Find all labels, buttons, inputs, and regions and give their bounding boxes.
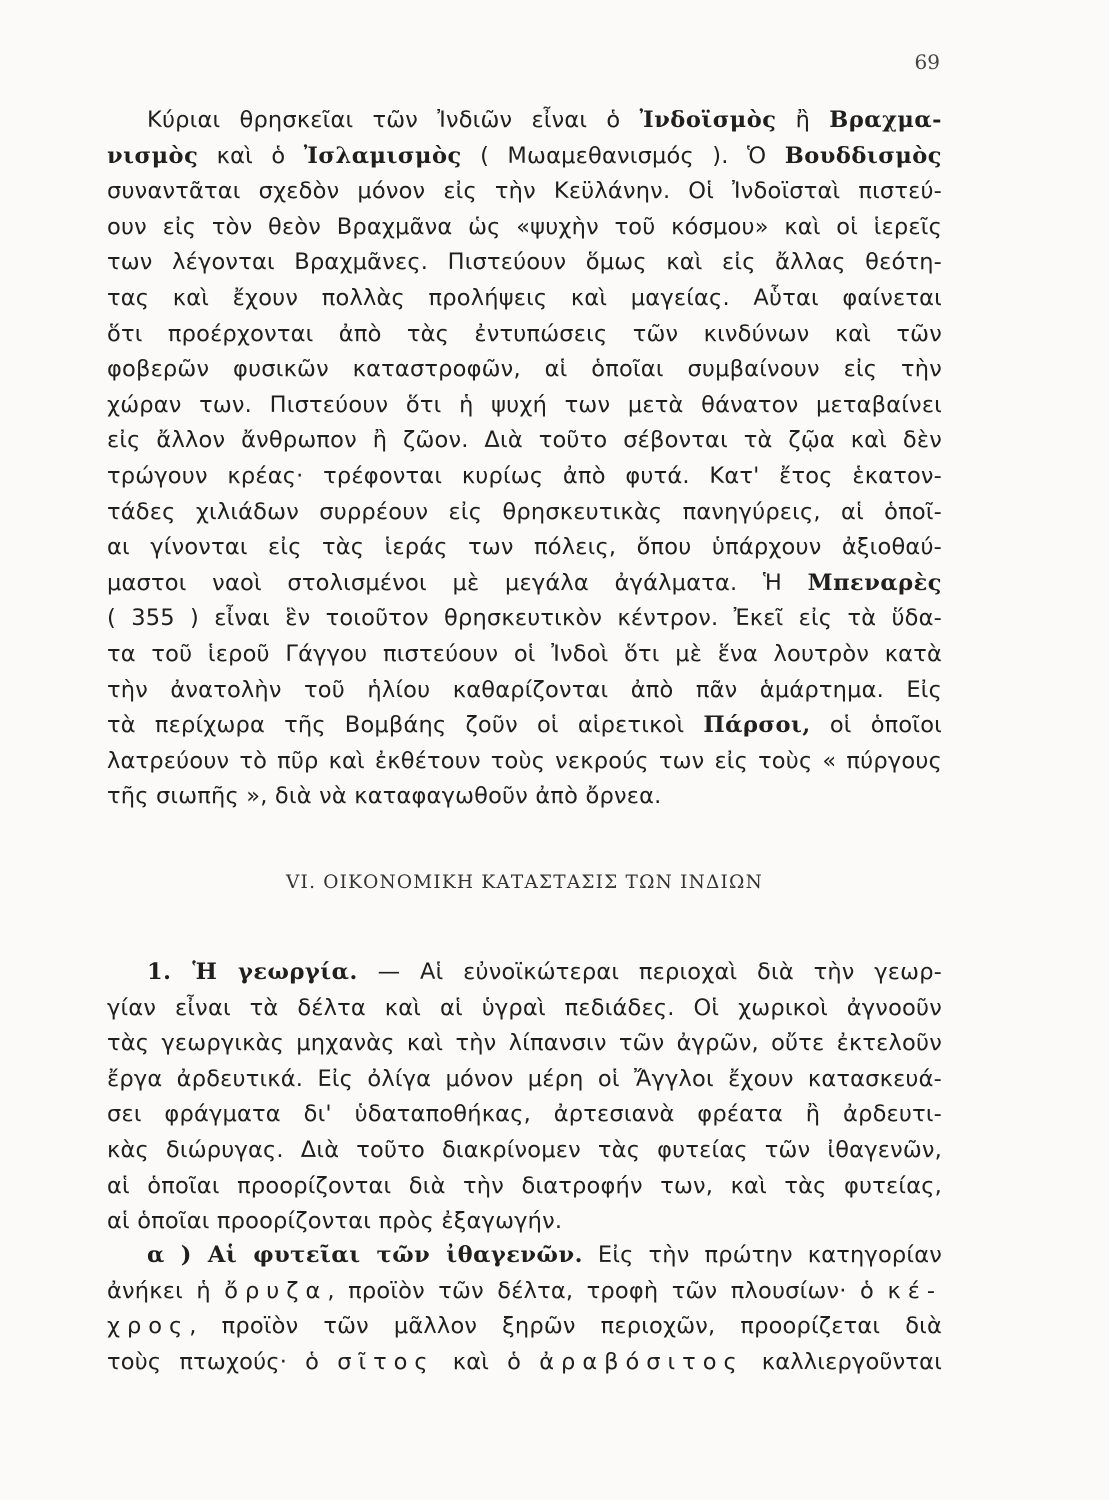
term-buddhism: Βουδδισμὸς (784, 142, 942, 169)
term-maize: ἀραβόσιτος (539, 1348, 744, 1375)
term-benares: Μπεναρὲς (807, 569, 942, 596)
text-line: α ) Αἱ φυτεῖαι τῶν ἰθαγενῶν. Εἰς τὴν πρώτην κατηγορίαν (147, 1242, 942, 1268)
text-line: ἀνήκει ἡ ὄρυζα, προϊὸν τῶν δέλτα, τροφὴ τῶν πλουσίων· ὁ κέ- (107, 1277, 942, 1304)
text-line: εἰς ἄλλον ἄνθρωπον ἢ ζῶον. Διὰ τοῦτο σέβονται τὰ ζῷα καὶ δὲν (107, 427, 942, 454)
text-line: τρώγουν κρέας· τρέφονται κυρίως ἀπὸ φυτά. Κατ' ἔτος ἑκατον- (107, 462, 942, 489)
text-line: τὰς γεωργικὰς μηχανὰς καὶ τὴν λίπανσιν τῶν ἀγρῶν, οὔτε ἐκτελοῦν (107, 1030, 942, 1057)
text-line: τα τοῦ ἱεροῦ Γάγγου πιστεύουν οἱ Ἰνδοὶ ὅτι μὲ ἕνα λουτρὸν κατὰ (107, 640, 942, 667)
text-line: αι γίνονται εἰς τὰς ἱεράς των πόλεις, ὅπου ὑπάρχουν ἀξιοθαύ- (107, 534, 942, 561)
paragraph-agriculture (107, 955, 942, 1240)
text-line: σει φράγματα δι' ὑδαταποθήκας, ἀρτεσιανὰ φρέατα ἢ ἀρδευτι- (107, 1101, 942, 1128)
text-line: 1. Ἡ γεωργία. — Αἱ εὐνοϊκώτεραι περιοχαὶ διὰ τὴν γεωρ- (147, 959, 942, 985)
text-line: χρος, προϊὸν τῶν μᾶλλον ξηρῶν περιοχῶν, προορίζεται διὰ (107, 1313, 942, 1340)
text-line: φοβερῶν φυσικῶν καταστροφῶν, αἱ ὁποῖαι συμβαίνουν εἰς τὴν (107, 356, 942, 383)
text-line: τάδες χιλιάδων συρρέουν εἰς θρησκευτικὰς πανηγύρεις, αἱ ὁποῖ- (107, 498, 942, 525)
text-line: Κύριαι θρησκεῖαι τῶν Ἰνδιῶν εἶναι ὁ Ἰνδοϊσμὸς ἢ Βραχμα- (147, 107, 942, 133)
text-line: αἱ ὁποῖαι προορίζονται πρὸς ἐξαγωγήν. (107, 1208, 563, 1235)
text-line: γίαν εἶναι τὰ δέλτα καὶ αἱ ὑγραὶ πεδιάδες. Οἱ χωρικοὶ ἀγνοοῦν (107, 994, 942, 1021)
text-line: ὅτι προέρχονται ἀπὸ τὰς ἐντυπώσεις τῶν κινδύνων καὶ τῶν (107, 320, 942, 347)
term-millet-end: χρος (107, 1313, 190, 1340)
text-line: μαστοι ναοὶ στολισμένοι μὲ μεγάλα ἀγάλματα. Ἡ Μπεναρὲς (107, 569, 942, 596)
term-wheat: σῖτος (337, 1348, 435, 1375)
text-line: αἱ ὁποῖαι προορίζονται διὰ τὴν διατροφήν των, καὶ τὰς φυτείας, (107, 1172, 942, 1199)
text-line: νισμὸς καὶ ὁ Ἰσλαμισμὸς ( Μωαμεθανισμός ). Ὁ Βουδδισμὸς (107, 142, 942, 169)
term-millet-part: κέ- (887, 1277, 942, 1304)
text-line: τῆς σιωπῆς », διὰ νὰ καταφαγωθοῦν ἀπὸ ὄρνεα. (107, 783, 662, 810)
text-line: ουν εἰς τὸν θεὸν Βραχμᾶνα ὡς «ψυχὴν τοῦ κόσμου» καὶ οἱ ἱερεῖς (107, 213, 942, 240)
term-islam: Ἰσλαμισμὸς (303, 142, 462, 169)
text-line: χώραν των. Πιστεύουν ὅτι ἡ ψυχή των μετὰ θάνατον μεταβαίνει (107, 391, 942, 418)
term-parsees: Πάρσοι, (703, 712, 811, 739)
text-line: τὰ περίχωρα τῆς Βομβάης ζοῦν οἱ αἱρετικοὶ Πάρσοι, οἱ ὁποῖοι (107, 712, 942, 739)
term-brahmanism: Βραχμα- (829, 107, 942, 133)
text-line: συναντᾶται σχεδὸν μόνον εἰς τὴν Κεϋλάνην. Οἱ Ἰνδοϊσταὶ πιστεύ- (107, 178, 942, 205)
text-line: των λέγονται Βραχμᾶνες. Πιστεύουν ὅμως καὶ εἰς ἄλλας θεότη- (107, 249, 942, 276)
text-line: ἔργα ἀρδευτικά. Εἰς ὀλίγα μόνον μέρη οἱ Ἄγγλοι ἔχουν κατασκευά- (107, 1065, 942, 1092)
paragraph-native-crops (107, 1238, 942, 1380)
text-line: κὰς διώρυγας. Διὰ τοῦτο διακρίνομεν τὰς φυτείας τῶν ἰθαγενῶν, (107, 1136, 942, 1163)
subheading-native-crops: α ) Αἱ φυτεῖαι τῶν ἰθαγενῶν. (147, 1242, 583, 1268)
text-line: λατρεύουν τὸ πῦρ καὶ ἐκθέτουν τοὺς νεκρούς των εἰς τοὺς « πύργους (107, 747, 942, 774)
text-line: ( 355 ) εἶναι ἓν τοιοῦτον θρησκευτικὸν κέντρον. Ἐκεῖ εἰς τὰ ὕδα- (107, 605, 942, 632)
text-line: τὴν ἀνατολὴν τοῦ ἡλίου καθαρίζονται ἀπὸ πᾶν ἁμάρτημα. Εἰς (107, 676, 942, 703)
text-line: τας καὶ ἔχουν πολλὰς προλήψεις καὶ μαγείας. Αὗται φαίνεται (107, 284, 942, 311)
text-line: τοὺς πτωχούς· ὁ σῖτος καὶ ὁ ἀραβόσιτος καλλιεργοῦνται (107, 1348, 942, 1375)
page-number: 69 (914, 50, 940, 74)
subheading-agriculture: 1. Ἡ γεωργία. (147, 959, 358, 985)
term-rice: ὄρυζα (224, 1277, 328, 1304)
section-heading: VI. ΟΙΚΟΝΟΜΙΚΗ ΚΑΤΑΣΤΑΣΙΣ ΤΩΝ ΙΝΔΙΩΝ (286, 872, 763, 893)
term-hinduism: Ἰνδοϊσμὸς (639, 107, 777, 133)
paragraph-religions (107, 103, 942, 815)
